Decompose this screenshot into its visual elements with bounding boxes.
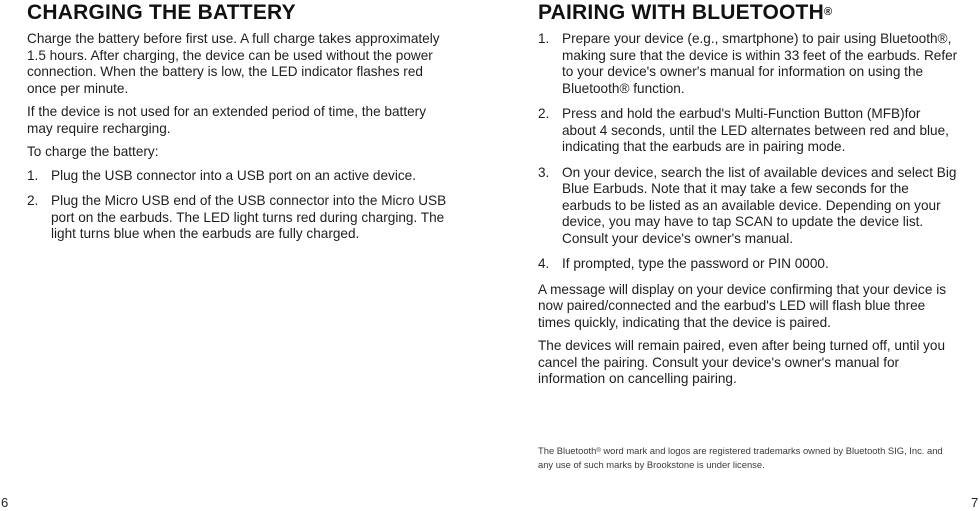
step-text: Plug the USB connector into a USB port on an active device. — [51, 167, 416, 183]
step-number: 3. — [538, 164, 550, 180]
pairing-step — [538, 106, 958, 156]
idle-note: If the device is not used for an extended period of time, the battery may require recharging. — [27, 104, 426, 136]
step-number: 4. — [538, 256, 550, 271]
step-number: 1. — [538, 31, 550, 46]
pairing-step — [538, 31, 958, 97]
step-number: 2. — [27, 193, 39, 208]
paired-message: A message will display on your device confirming that your device is now paired/connected and the earbud's LED will flash blue three times quickly, indicating that the device is paired. — [538, 281, 947, 330]
right-page — [538, 0, 958, 388]
pairing-steps — [538, 31, 958, 273]
charging-steps — [27, 168, 452, 243]
step-text: If prompted, type the password or PIN 0000. — [562, 256, 829, 271]
pairing-step — [538, 165, 958, 248]
charging-step — [27, 193, 452, 243]
steps-lead: To charge the battery: — [27, 144, 159, 159]
step-text: Press and hold the earbud's Multi-Function Button (MFB)for about 4 seconds, until the LED alternates between red and blue, indicating that the earbuds are in pairing mode. — [562, 106, 949, 154]
step-number: 1. — [27, 167, 39, 183]
page-number-left: 6 — [1, 495, 9, 510]
charging-step — [27, 168, 452, 185]
step-text: On your device, search the list of available devices and select Big Blue Earbuds. Note that it may take a few seconds for the earbuds to be listed as an available device. Depending on your device, you may have to tap SCAN to update the device list. Consult your device's owner's manual. — [562, 164, 957, 246]
footnote-start: The Bluetooth — [538, 445, 597, 456]
charging-title: CHARGING THE BATTERY — [27, 1, 296, 24]
charging-heading — [27, 0, 452, 25]
charging-intro: Charge the battery before first use. A full charge takes approximately 1.5 hours. After charging, the device can be used without the power connection. When the battery is low, the LED indicator flashes red once per minute. — [27, 31, 440, 96]
left-page — [27, 0, 452, 243]
pairing-title: PAIRING WITH BLUETOOTH — [538, 1, 824, 24]
step-number: 2. — [538, 106, 550, 121]
pairing-step — [538, 256, 958, 273]
registered-mark: ® — [823, 6, 833, 18]
step-text: Prepare your device (e.g., smartphone) to pair using Bluetooth®, making sure that the device is within 33 feet of the earbuds. Refer to your device's owner's manual for information on using the Bluetooth® function. — [562, 31, 958, 96]
pairing-heading — [538, 0, 958, 25]
step-text: Plug the Micro USB end of the USB connector into the Micro USB port on the earbuds. The LED light turns red during charging. The light turns blue when the earbuds are fully charged. — [51, 193, 447, 241]
page-number-right: 7 — [971, 495, 979, 510]
footnote-end: word mark and logos are registered trademarks owned by Bluetooth SIG, Inc. and any use of such marks by Brookstone is under license. — [538, 445, 943, 470]
trademark-footnote — [538, 444, 948, 472]
footnote-registered-mark: ® — [596, 448, 601, 454]
remain-paired-note: The devices will remain paired, even after being turned off, until you cancel the pairing. Consult your device's owner's manual for information on cancelling pairing. — [538, 338, 946, 386]
